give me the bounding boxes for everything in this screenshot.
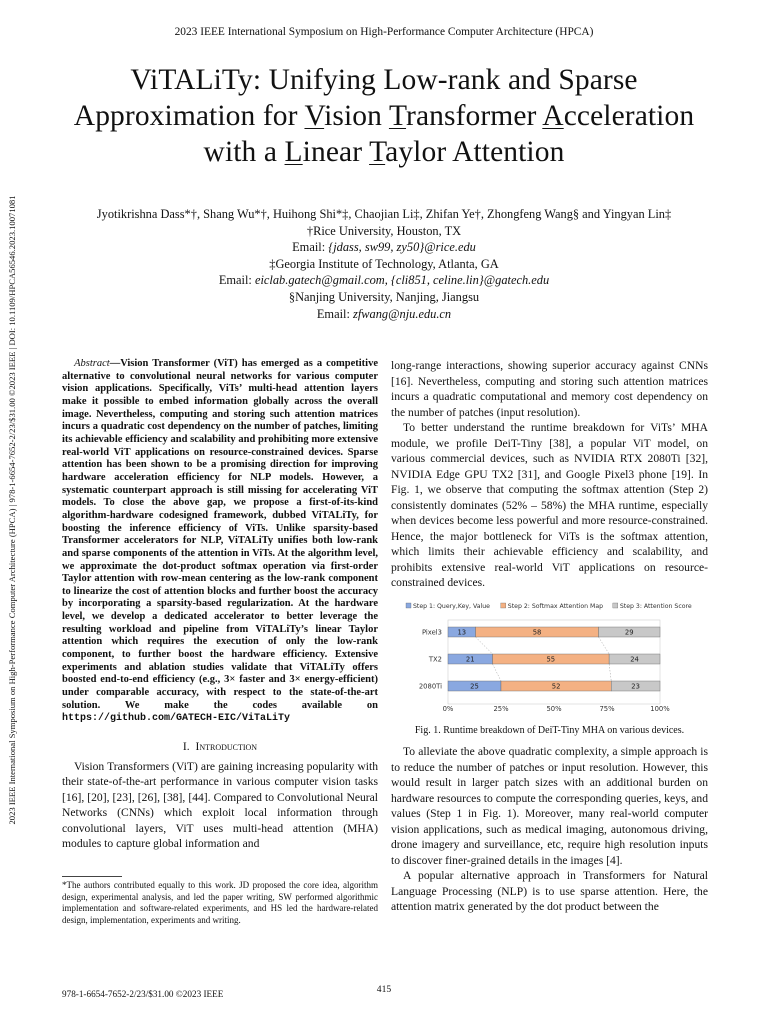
series-connector (609, 664, 611, 681)
author-names: Jyotikrishna Dass*†, Shang Wu*†, Huihong Shi*‡, Chaojian Li‡, Zhifan Ye†, Zhongfeng Wang§ and Yingyan Lin‡ (96, 207, 672, 221)
runtime-breakdown-chart (398, 598, 708, 720)
affiliation-nanjing: §Nanjing University, Nanjing, Jiangsu (288, 289, 480, 304)
doi-sidebar: 2023 IEEE International Symposium on High-Performance Computer Architecture (HPCA) | 978-1-6654-7652-2/23/$31.00 ©2023 IEEE | DOI: 10.1109/HPCA56546.2023.10071081 (7, 195, 17, 825)
right-paragraph-3: To alleviate the above quadratic complexity, a simple approach is to reduce the number of patches or input resolution. However, this would result in larger patch sizes with an additional burden on hardware resources to compute the corresponding queries, keys, and values (Step 1 in Fig. 1). Moreover, many real-world computer vision applications, such as medical imaging, autonomous driving, drone imagery and surveillance, etc, require high resolution inputs to discover finer-grained details in the images [4]. (391, 745, 708, 867)
legend-label: Step 2: Softmax Attention Map (507, 603, 604, 610)
conference-header: 2023 IEEE International Symposium on High-Performance Computer Architecture (HPCA) (174, 26, 594, 38)
legend-swatch (501, 603, 506, 608)
data-label: 52 (551, 682, 561, 691)
x-tick-label: 50% (546, 705, 562, 713)
left-column (62, 358, 378, 852)
right-paragraph-2: To better understand the runtime breakdown for ViTs’ MHA module, we profile DeiT-Tiny [38], a popular ViT model, on various commercial devices, such as NVIDIA RTX 2080Ti [32], NVIDIA Edge GPU TX2 [31], and Google Pixel3 phone [19]. In Fig. 1, we observe that computing the softmax attention (Step 2) consistently dominates (52% – 58%) the MHA runtime, especially when devices become less powerful and more resource-constrained. Hence, the major bottleneck for ViTs is the softmax attention, which limits their achievable efficiency and scalability, and prohibits extensive real-world ViT applications on resource-constrained devices. (391, 421, 708, 589)
legend-label: Step 1: Query,Key, Value (413, 603, 490, 610)
isbn-footer: 978-1-6654-7652-2/23/$31.00 ©2023 IEEE (62, 989, 224, 999)
x-tick-label: 0% (442, 705, 454, 713)
series-connector (599, 637, 610, 654)
series-connector (476, 637, 493, 654)
email-nanjing: Email: zfwang@nju.edu.cn (316, 306, 452, 321)
affiliation-georgia-tech: ‡Georgia Institute of Technology, Atlanta, GA (269, 256, 499, 271)
category-label: TX2 (428, 655, 442, 664)
right-column-bottom (391, 744, 708, 915)
category-label: 2080Ti (418, 682, 442, 691)
data-label: 58 (532, 628, 542, 637)
email-georgia-tech: Email: eiclab.gatech@gmail.com, {cli851, celine.lin}@gatech.edu (218, 273, 550, 288)
email-rice: Email: {jdass, sw99, zy50}@rice.edu (292, 240, 476, 255)
affiliation-rice: †Rice University, Houston, TX (306, 223, 462, 238)
series-connector (493, 664, 501, 681)
paper-title (30, 62, 738, 170)
title-line-3: with a Linear Taylor Attention (203, 136, 565, 168)
abstract-label: Abstract (74, 358, 110, 369)
page-number: 415 (376, 984, 392, 995)
title-line-1: ViTALiTy: Unifying Low-rank and Sparse (130, 64, 638, 96)
intro-paragraph-1: Vision Transformers (ViT) are gaining increasing popularity with their state-of-the-art performance in various computer vision tasks [16], [20], [23], [26], [38], [44]. Compared to Convolutional Neural Networks (CNNs) which exploit local information through convolutional layers, ViT uses multi-head attention (MHA) modules to capture global information and (62, 759, 378, 851)
data-label: 29 (624, 628, 634, 637)
x-tick-label: 100% (650, 705, 670, 713)
category-label: Pixel3 (421, 628, 442, 637)
data-label: 23 (631, 682, 640, 691)
right-paragraph-1: long-range interactions, showing superior accuracy against CNNs [16]. Nevertheless, computing and storing such attention matrices incurs a quadratic computational and memory cost dependency on the number of patches (input resolution). (391, 359, 708, 419)
legend-swatch (406, 603, 411, 608)
title-line-2: Approximation for Vision Transformer Acceleration (73, 100, 695, 132)
section-heading-introduction: I. Introduction (182, 740, 258, 754)
author-block (30, 206, 738, 322)
data-label: 13 (457, 628, 467, 637)
legend-swatch (613, 603, 618, 608)
right-paragraph-4: A popular alternative approach in Transformers for Natural Language Processing (NLP) is to use sparse attention. Here, the attention matrix generated by the dot product between the (391, 869, 708, 913)
data-label: 21 (465, 655, 475, 664)
code-link[interactable]: https://github.com/GATECH-EIC/ViTaLiTy (62, 713, 291, 725)
data-label: 55 (546, 655, 556, 664)
x-tick-label: 25% (493, 705, 509, 713)
right-column-top (391, 358, 708, 591)
footnote: *The authors contributed equally to this work. JD proposed the core idea, algorithm design, experimental analysis, and led the paper writing, SW performed algorithmic implementation and software-related experiments, and HS led the hardware-related design, implementation, experiments and writing. (62, 880, 378, 925)
data-label: 25 (470, 682, 479, 691)
footnote-rule (62, 876, 122, 877)
x-tick-label: 75% (599, 705, 615, 713)
abstract: Abstract—Vision Transformer (ViT) has emerged as a competitive alternative to convolutional neural networks for various computer vision applications. Specifically, ViTs’ multi-head attention layers make it possible to embed information globally across the overall image. Nevertheless, computing and storing such attention matrices incurs a quadratic cost dependency on the number of patches, limiting its achievable efficiency and scalability and prohibiting more extensive real-world ViT applications on resource-constrained devices. Sparse attention has been shown to be a promising direction for improving hardware acceleration efficiency for NLP models. However, a systematic counterpart approach is still missing for accelerating ViT models. To close the above gap, we propose a first-of-its-kind algorithm-hardware codesigned framework, dubbed ViTALiTy, for boosting the inference efficiency of ViTs. Unlike sparsity-based Transformer accelerators for NLP, ViTALiTy unifies both low-rank and sparse components of the attention in ViTs. At the algorithm level, we approximate the dot-product softmax operation via first-order Taylor attention with row-mean centering as the low-rank component to linearize the cost of attention blocks and further boost the accuracy by incorporating a sparsity-based regularization. At the hardware level, we develop a dedicated accelerator to better leverage the resulting workload and pipeline from ViTALiTy’s linear Taylor attention which requires the execution of only the low-rank component, to further boost the hardware efficiency. Extensive experiments and ablation studies validate that ViTALiTy offers boosted end-to-end efficiency (e.g., 3× faster and 3× energy-efficient) under comparable accuracy, with respect to the state-of-the-art solution. We make the codes available on https://github.com/GATECH-EIC/ViTaLiTy (62, 358, 378, 725)
figure-caption: Fig. 1. Runtime breakdown of DeiT-Tiny MHA on various devices. (414, 725, 685, 736)
legend-label: Step 3: Attention Score (619, 603, 692, 610)
data-label: 24 (630, 655, 639, 664)
